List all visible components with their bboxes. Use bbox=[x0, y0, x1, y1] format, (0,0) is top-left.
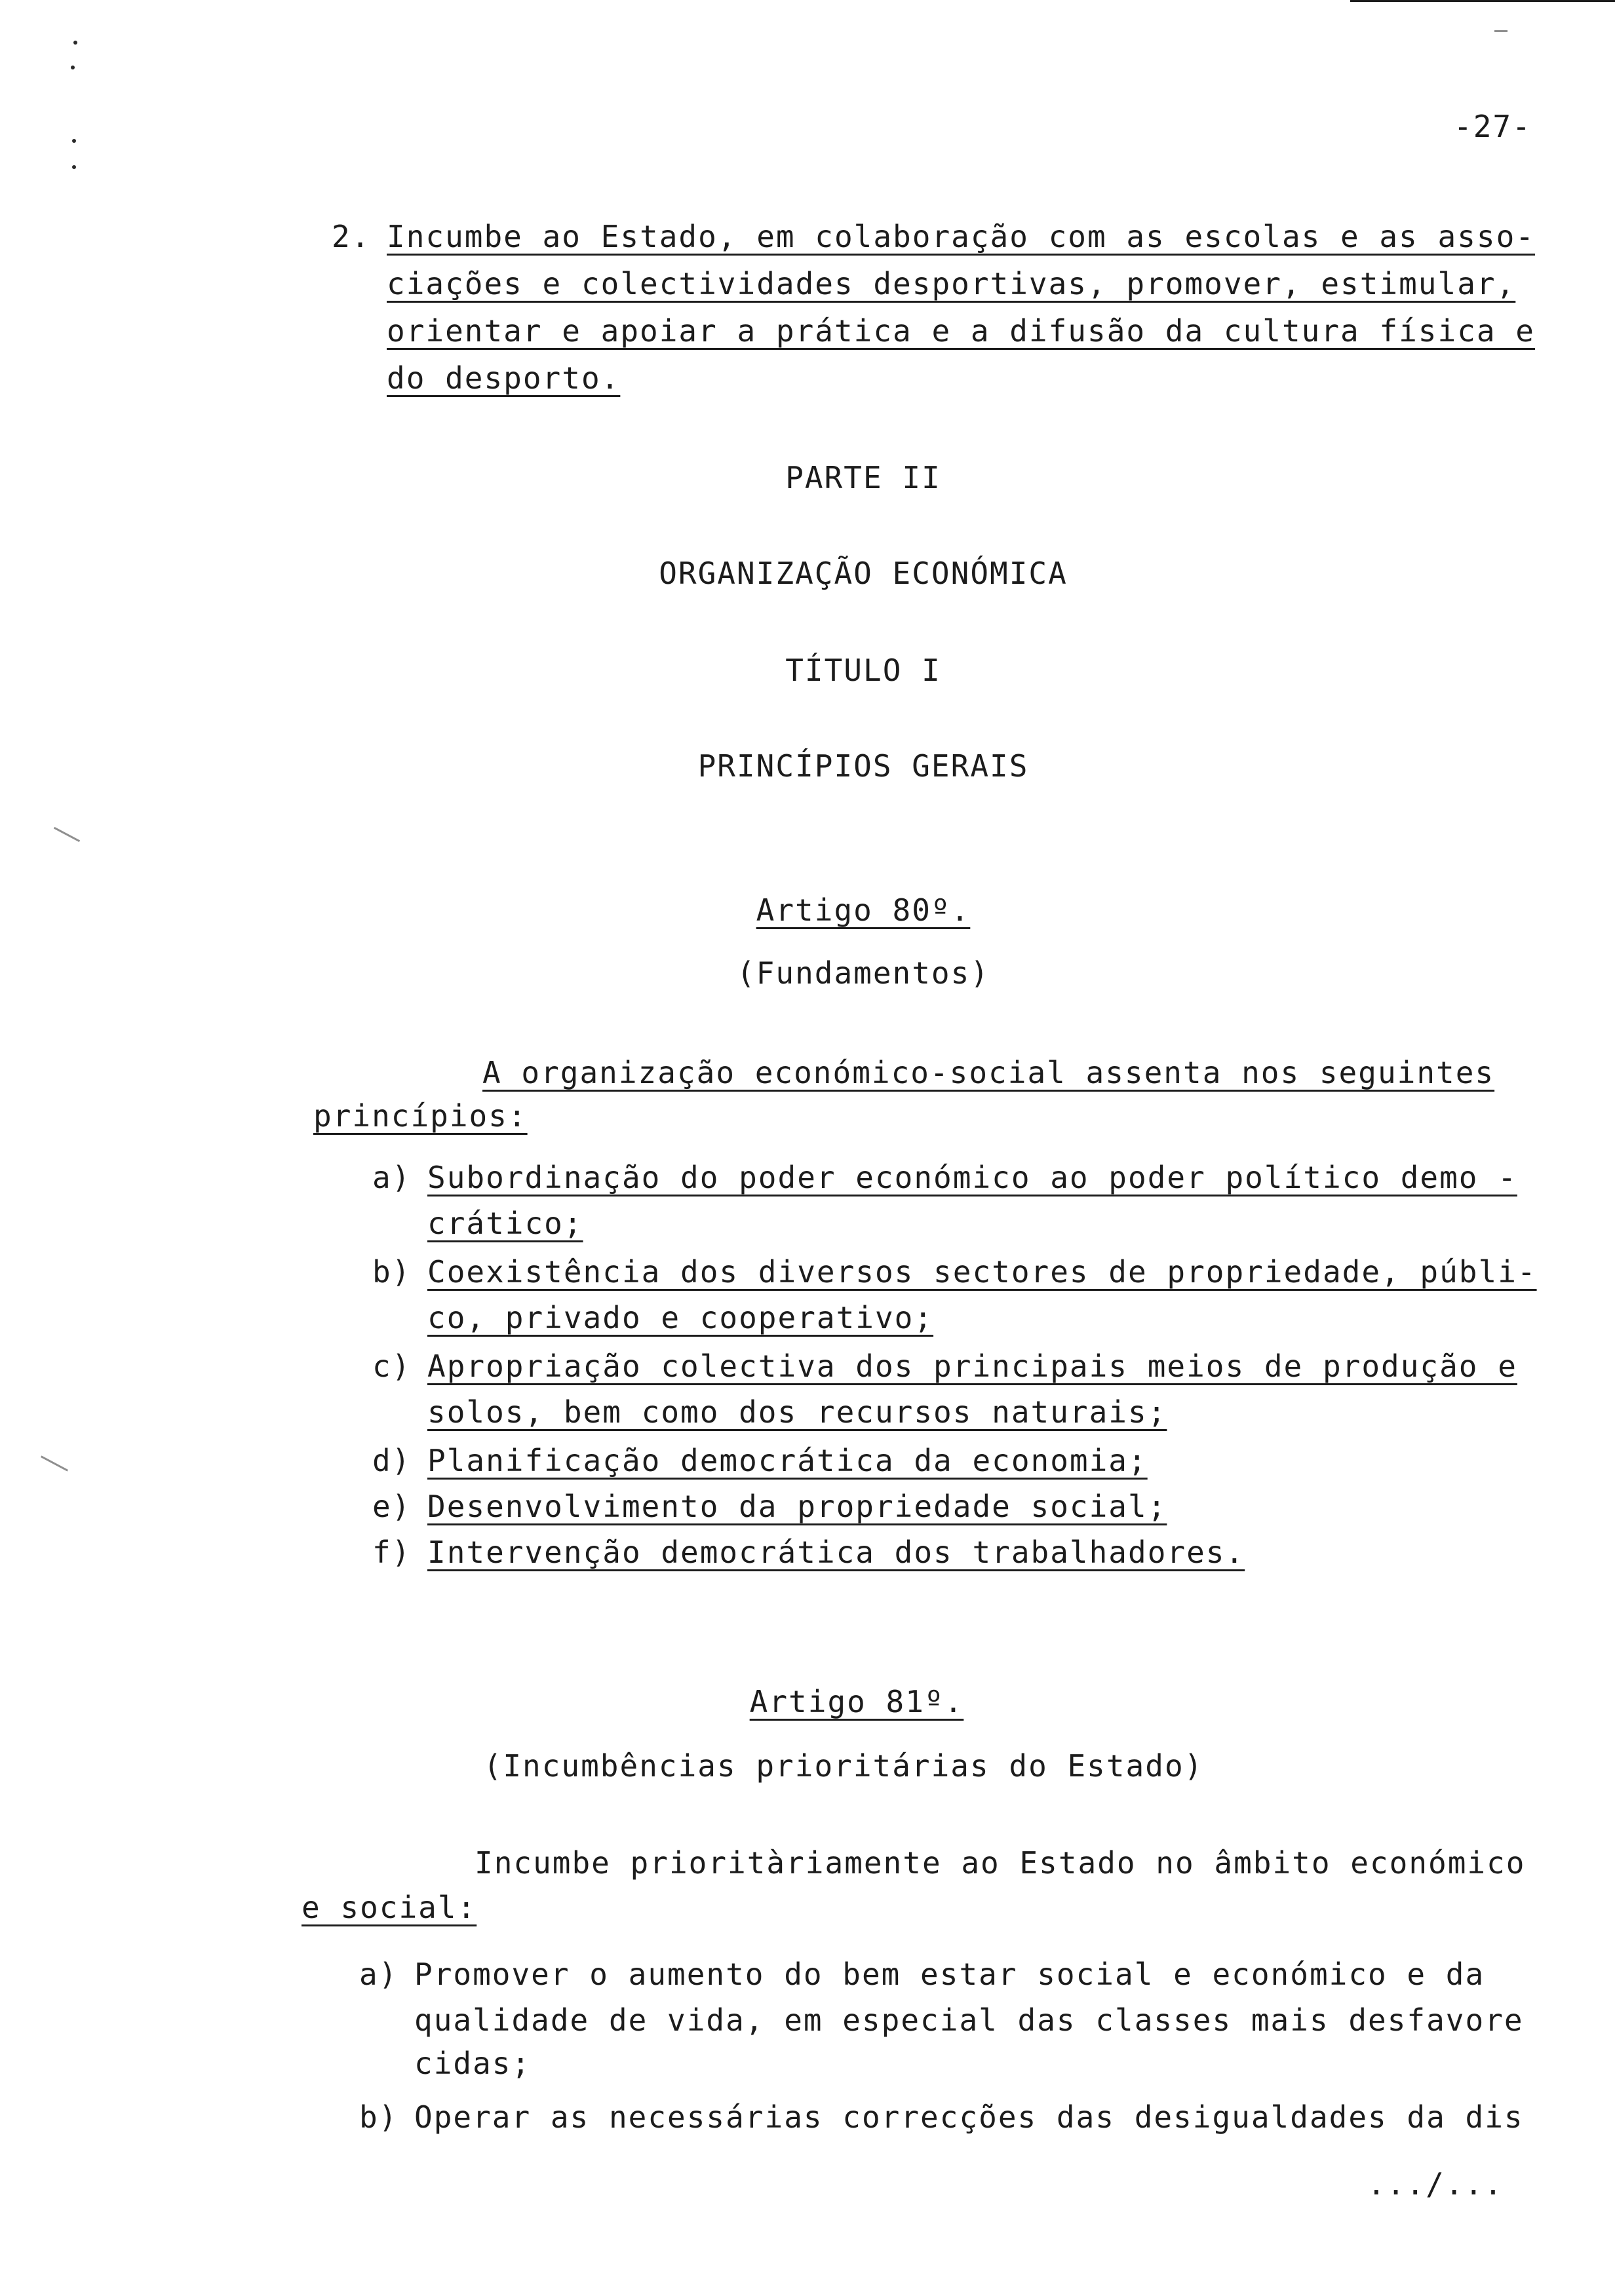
title-name: PRINCÍPIOS GERAIS bbox=[697, 748, 1029, 784]
list-item-line: Apropriação colectiva dos principais meios de produção e bbox=[427, 1349, 1517, 1384]
item-text-line: Incumbe ao Estado, em colaboração com as escolas e as asso- bbox=[387, 219, 1535, 254]
list-item-line: Intervenção democrática dos trabalhadores. bbox=[427, 1535, 1245, 1570]
list-item-line: qualidade de vida, em especial das classes mais desfavore bbox=[414, 2002, 1524, 2038]
continuation-mark: .../... bbox=[1367, 2166, 1504, 2202]
list-label: b) bbox=[359, 2099, 399, 2135]
item-text-line: do desporto. bbox=[387, 360, 621, 396]
list-item-line: crático; bbox=[427, 1206, 583, 1241]
list-item-line: cidas; bbox=[414, 2046, 532, 2081]
list-label: c) bbox=[372, 1349, 412, 1384]
top-edge-line bbox=[1350, 0, 1615, 2]
list-label: a) bbox=[372, 1160, 412, 1195]
list-item-line: Coexistência dos diversos sectores de propriedade, públi- bbox=[427, 1254, 1537, 1290]
list-label: b) bbox=[372, 1254, 412, 1290]
article-heading: Artigo 80º. bbox=[756, 892, 971, 928]
list-label: f) bbox=[372, 1535, 412, 1570]
list-label: d) bbox=[372, 1443, 412, 1478]
list-item-line: co, privado e cooperativo; bbox=[427, 1300, 934, 1335]
scan-mark bbox=[73, 41, 77, 45]
page-number: -27- bbox=[1454, 109, 1532, 144]
list-item-line: Promover o aumento do bem estar social e económico e da bbox=[414, 1957, 1485, 1992]
part-heading: PARTE II bbox=[785, 460, 941, 495]
margin-mark bbox=[1494, 30, 1508, 32]
scan-mark bbox=[71, 66, 75, 69]
scan-mark bbox=[72, 139, 76, 143]
list-item-line: Subordinação do poder económico ao poder político demo - bbox=[427, 1160, 1517, 1195]
list-item-line: solos, bem como dos recursos naturais; bbox=[427, 1394, 1167, 1430]
article-intro-line: princípios: bbox=[313, 1098, 528, 1134]
part-title: ORGANIZAÇÃO ECONÓMICA bbox=[659, 556, 1068, 591]
list-item-line: Planificação democrática da economia; bbox=[427, 1443, 1148, 1478]
title-heading: TÍTULO I bbox=[785, 653, 941, 688]
article-subtitle: (Incumbências prioritárias do Estado) bbox=[483, 1748, 1204, 1784]
article-heading: Artigo 81º. bbox=[749, 1684, 964, 1719]
article-subtitle: (Fundamentos) bbox=[736, 955, 990, 991]
item-text-line: ciações e colectividades desportivas, promover, estimular, bbox=[387, 266, 1516, 301]
article-intro-line: e social: bbox=[302, 1890, 477, 1925]
list-label: e) bbox=[372, 1489, 412, 1524]
article-intro-line: Incumbe prioritàriamente ao Estado no âmbito económico bbox=[475, 1845, 1526, 1881]
list-label: a) bbox=[359, 1957, 399, 1992]
item-text-line: orientar e apoiar a prática e a difusão da cultura física e bbox=[387, 313, 1535, 349]
item-label: 2. bbox=[332, 219, 371, 254]
margin-mark bbox=[54, 827, 80, 842]
article-intro-line: A organização económico-social assenta nos seguintes bbox=[482, 1055, 1495, 1090]
list-item-line: Operar as necessárias correcções das desigualdades da dis bbox=[414, 2099, 1524, 2135]
scan-mark bbox=[72, 165, 76, 169]
list-item-line: Desenvolvimento da propriedade social; bbox=[427, 1489, 1167, 1524]
margin-mark bbox=[41, 1455, 68, 1471]
